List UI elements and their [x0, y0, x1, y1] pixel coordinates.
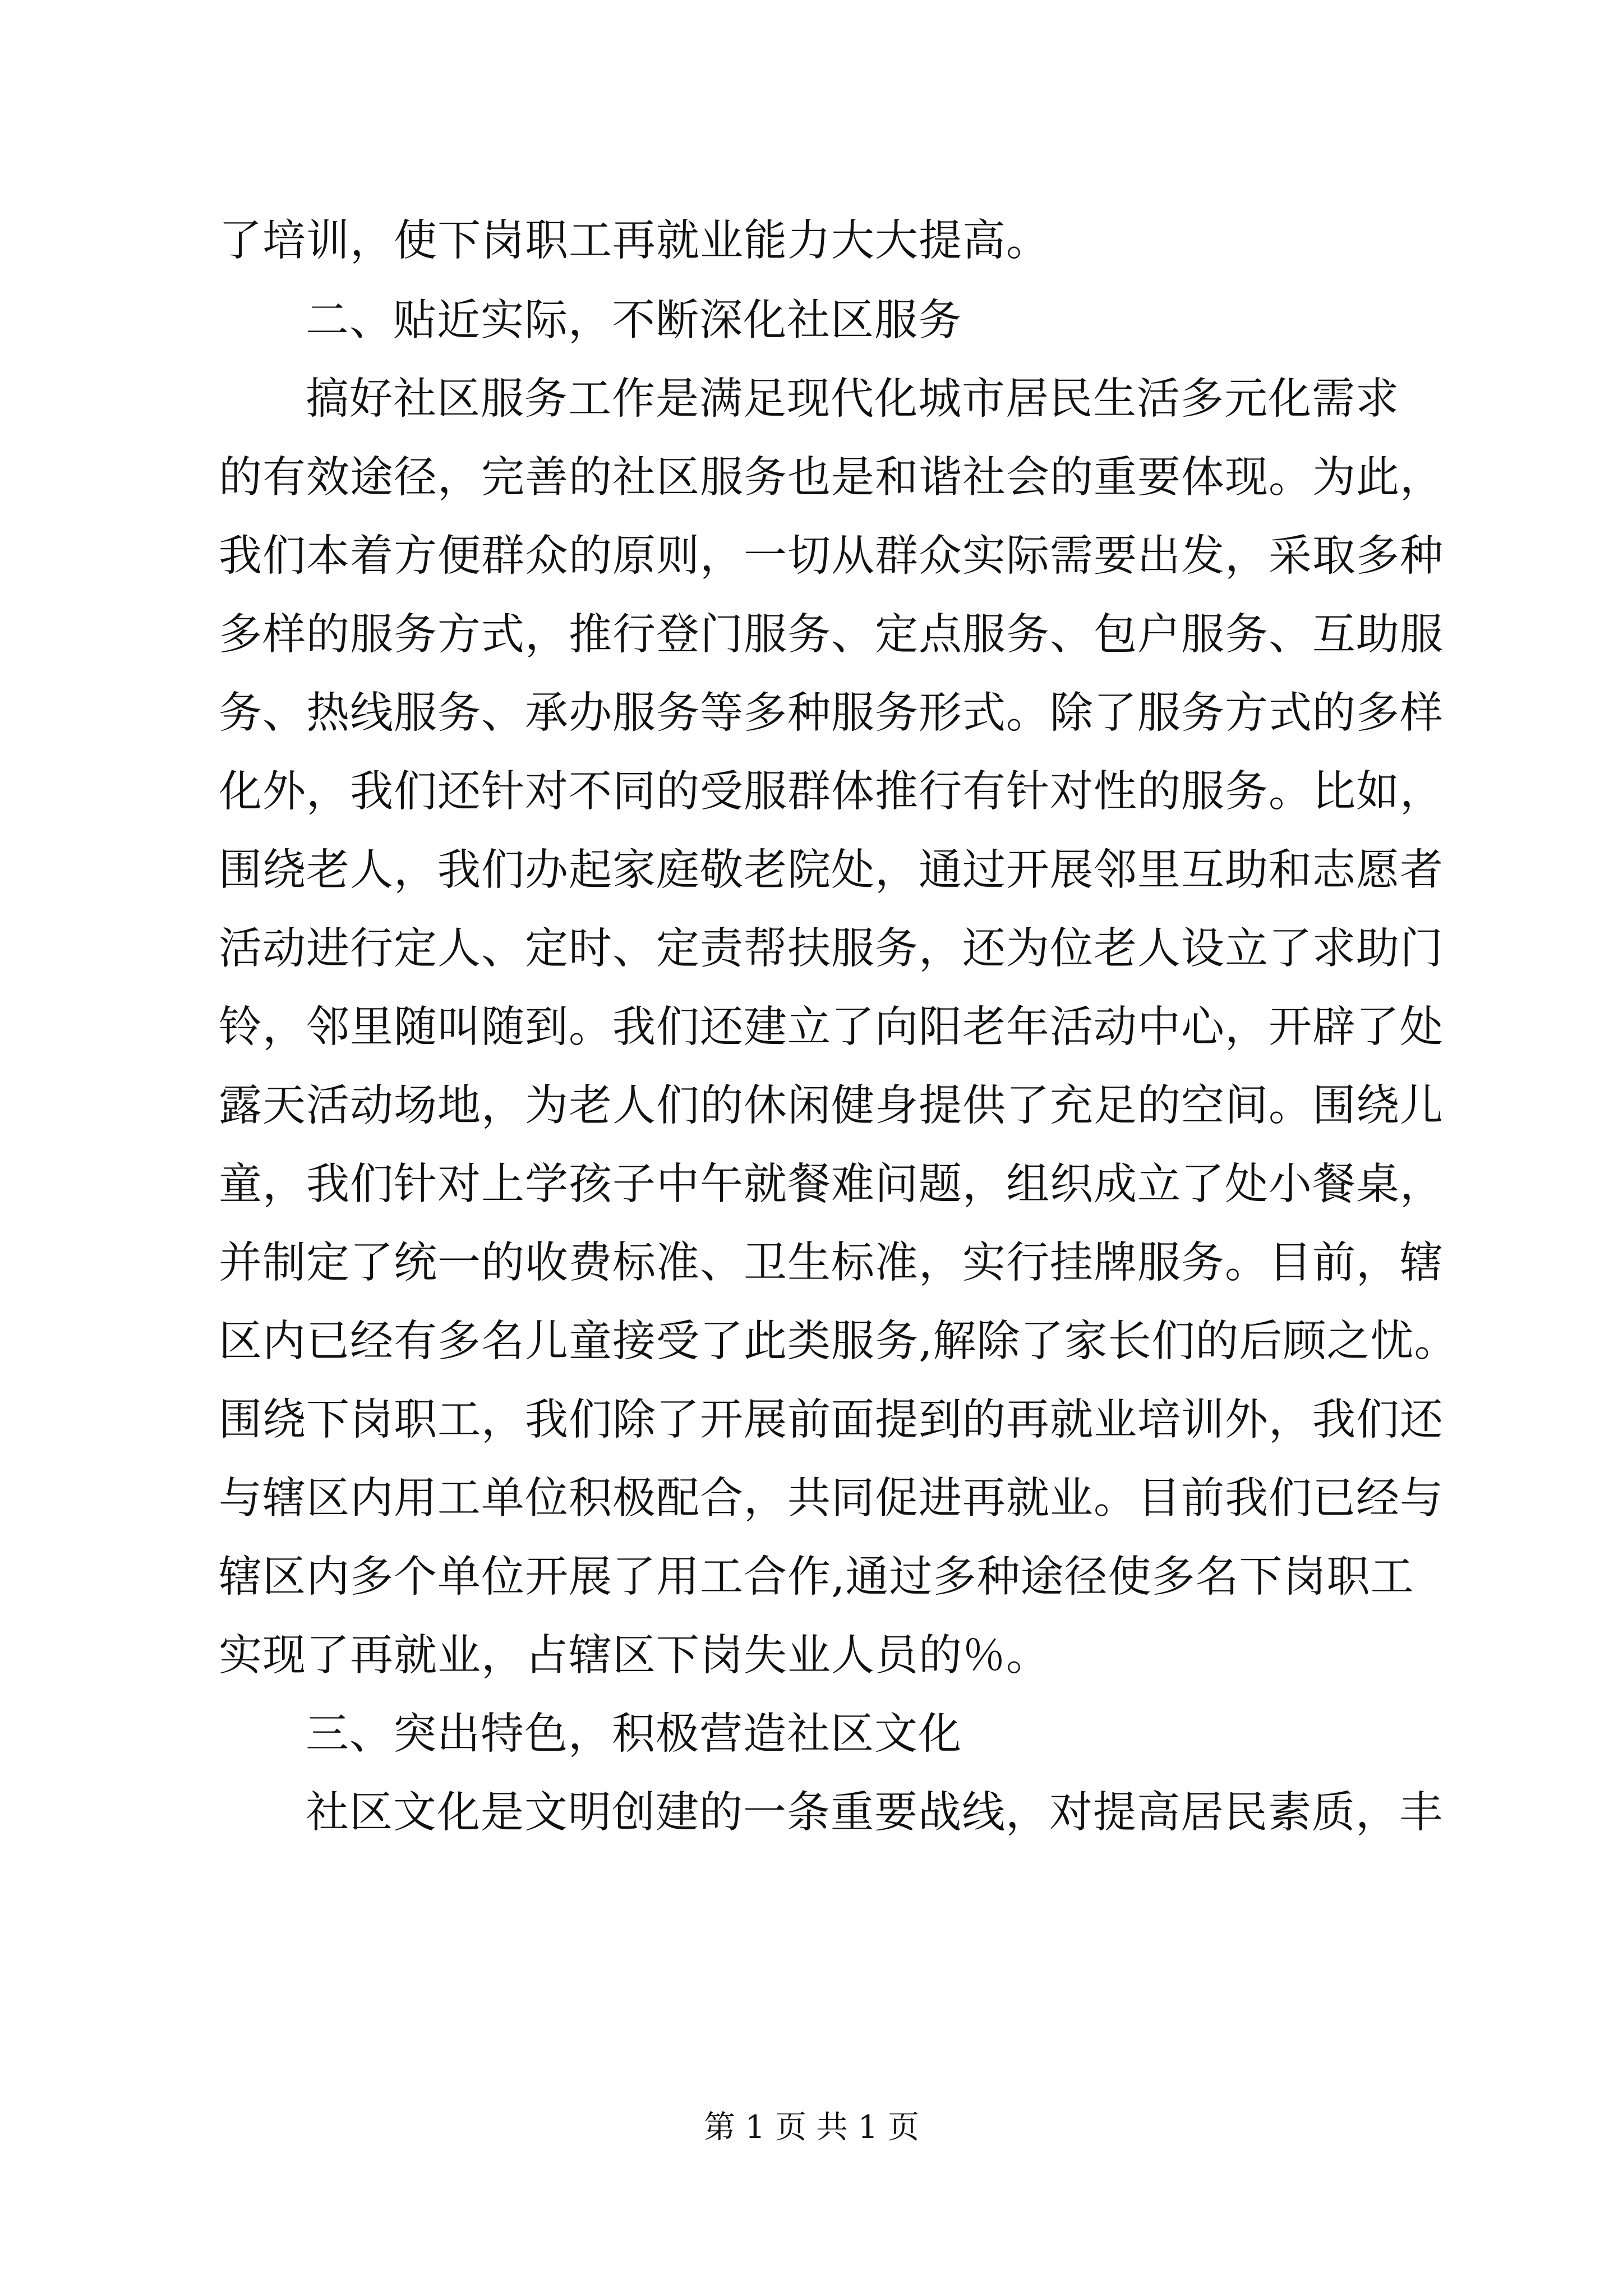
- body-line: 铃，邻里随叫随到。我们还建立了向阳老年活动中心，开辟了处: [219, 1002, 1444, 1052]
- body-line: 与辖区内用工单位积极配合，共同促进再就业。目前我们已经与: [219, 1474, 1444, 1524]
- body-line: 露天活动场地，为老人们的休闲健身提供了充足的空间。围绕儿: [219, 1081, 1444, 1131]
- paragraph-first-line: 搞好社区服务工作是满足现代化城市居民生活多元化需求: [306, 374, 1399, 424]
- body-line: 并制定了统一的收费标准、卫生标准，实行挂牌服务。目前，辖: [219, 1238, 1444, 1288]
- body-line: 务、热线服务、承办服务等多种服务形式。除了服务方式的多样: [219, 688, 1444, 738]
- body-line: 围绕下岗职工，我们除了开展前面提到的再就业培训外，我们还: [219, 1395, 1444, 1445]
- paragraph-first-line: 社区文化是文明创建的一条重要战线，对提高居民素质，丰: [306, 1788, 1443, 1838]
- body-line: 围绕老人，我们办起家庭敬老院处，通过开展邻里互助和志愿者: [219, 845, 1444, 895]
- page-number-footer: 第 1 页 共 1 页: [703, 2109, 920, 2146]
- body-line: 实现了再就业，占辖区下岗失业人员的％。: [219, 1631, 1050, 1681]
- body-line: 化外，我们还针对不同的受服群体推行有针对性的服务。比如，: [219, 767, 1444, 817]
- body-line: 辖区内多个单位开展了用工合作,通过多种途径使多名下岗职工: [219, 1552, 1414, 1602]
- section-heading: 三、突出特色，积极营造社区文化: [306, 1709, 962, 1759]
- body-line: 童，我们针对上学孩子中午就餐难问题，组织成立了处小餐桌，: [219, 1159, 1444, 1209]
- body-line: 区内已经有多名儿童接受了此类服务,解除了家长们的后顾之忧。: [219, 1317, 1458, 1366]
- body-line: 的有效途径，完善的社区服务也是和谐社会的重要体现。为此，: [219, 453, 1444, 503]
- body-line: 我们本着方便群众的原则，一切从群众实际需要出发，采取多种: [219, 531, 1444, 581]
- body-line: 活动进行定人、定时、定责帮扶服务，还为位老人设立了求助门: [219, 924, 1444, 974]
- section-heading: 二、贴近实际，不断深化社区服务: [306, 296, 962, 346]
- body-line: 多样的服务方式，推行登门服务、定点服务、包户服务、互助服: [219, 610, 1444, 660]
- body-line: 了培训，使下岗职工再就业能力大大提高。: [219, 216, 1050, 266]
